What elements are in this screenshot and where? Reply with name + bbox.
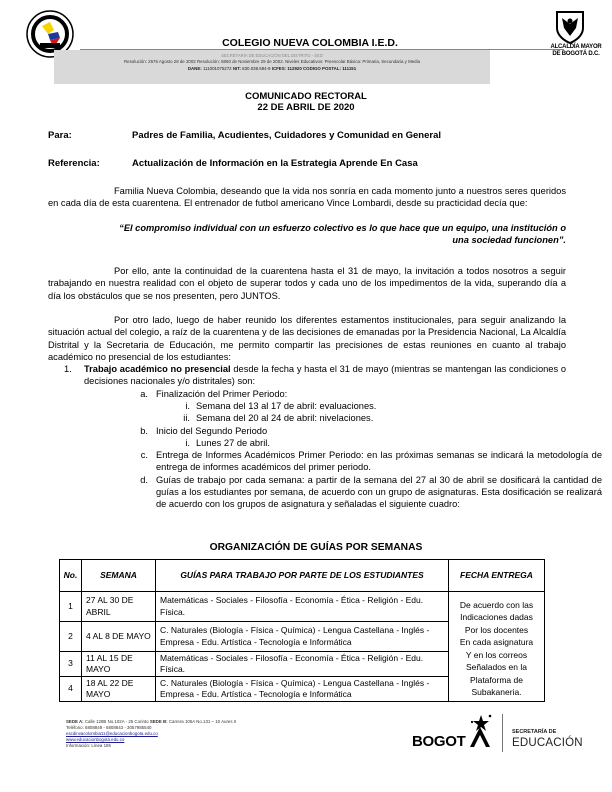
- list-marker: a.: [140, 388, 148, 399]
- cell-guides: C. Naturales (Biología - Física - Química) - Lengua Castellana - Inglés - Empresa - Edu. Artística - Tecnología e Informática: [156, 622, 449, 652]
- footer-contact: [66, 719, 236, 749]
- list-marker: d.: [140, 474, 148, 485]
- header-guides: GUÍAS PARA TRABAJO POR PARTE DE LOS ESTUDIANTES: [156, 560, 449, 592]
- guides-table: [59, 559, 545, 702]
- sublist-item-a-i-text: Semana del 13 al 17 de abril: evaluaciones.: [196, 400, 377, 411]
- cell-no: 1: [60, 592, 82, 622]
- delivery-line: Plataforma de: [470, 674, 523, 685]
- paragraph-3: Por otro lado, luego de haber reunido los diferentes estamentos institucionales, para seguir analizando la situación actual del colegio, a raíz de la cuarentena y de las decisiones de emanadas por la Presidencia Nacional, La Alcaldía Distrital y la Secretaria de Educación, me permito compartir las precisiones de estas reuniones en cuanto al trabajo académico no presencial de los estudiantes:: [48, 315, 566, 362]
- header-delivery: FECHA ENTREGA: [449, 560, 545, 592]
- alcaldia-line-2: DE BOGOTÁ D.C.: [552, 51, 600, 57]
- sublist-item-b-text: Inicio del Segundo Periodo: [156, 425, 268, 436]
- postal-label: CODIGO POSTAL:: [303, 66, 341, 71]
- list-marker: i.: [185, 437, 190, 448]
- document-title: [0, 91, 612, 113]
- sublist-item-b-i-text: Lunes 27 de abril.: [196, 437, 270, 448]
- sede-b-label: SEDE B:: [149, 719, 168, 724]
- delivery-line: Y en los correos: [465, 649, 528, 660]
- bogota-coat-of-arms-icon: [553, 10, 587, 44]
- sublist-item-a-text: Finalización del Primer Periodo:: [156, 388, 288, 399]
- list-item-1-bold: Trabajo académico no presencial: [84, 364, 231, 374]
- alcaldia-label: [540, 44, 612, 58]
- table-header-row: [60, 560, 545, 592]
- header-no: No.: [60, 560, 82, 592]
- dane-line: [54, 66, 490, 71]
- cell-no: 3: [60, 652, 82, 677]
- cell-week: 4 AL 8 DE MAYO: [82, 622, 156, 652]
- alcaldia-line-1: ALCALDÍA MAYOR: [550, 44, 602, 50]
- delivery-line: Señalados en la: [466, 662, 527, 672]
- secretaria-label: SECRETARÍA DE: [512, 729, 557, 735]
- educacion-label: EDUCACIÓN: [512, 737, 583, 749]
- nit-value: 830.038.594-9: [242, 66, 271, 71]
- reference-value: Actualización de Información en la Estrategia Aprende En Casa: [132, 158, 418, 169]
- cell-week: 11 AL 15 DE MAYO: [82, 652, 156, 677]
- nit-label: NIT:: [232, 66, 241, 71]
- sublist-item-d-text: Guías de trabajo por cada semana: a partir de la semana del 27 al 30 de abril se dosificará la cantidad de guías a los estudiantes por semana, de acuerdo con un grupo de asignaturas. Esta dosificación se realizará de acuerdo con los grupos de asignatura y señaladas el siguiente cuadro:: [156, 474, 602, 510]
- resolution-line: Resolución: 2576 Agosto 28 de 2002 Resolución: 5860 de Noviembre 29 de 2002. Niveles Educativos: Preescolar Básica: Primaria, Secundaria y Media: [123, 59, 421, 64]
- cell-week: 27 AL 30 DE ABRIL: [82, 592, 156, 622]
- cell-guides: Matemáticas - Sociales - Filosofía - Economía - Ética - Religión - Edu. Física.: [156, 652, 449, 677]
- list-marker: 1.: [64, 364, 72, 374]
- list-marker: c.: [140, 450, 148, 461]
- reference-label: Referencia:: [48, 158, 100, 169]
- list-item-1-text: [84, 363, 566, 388]
- footer-divider: [502, 714, 503, 752]
- sed-line: SECRETARÍA DE EDUCACIÓN DEL DISTRITO - SED: [221, 53, 323, 58]
- bogota-star-icon: [468, 713, 494, 747]
- sublist-item-a-ii-text: Semana del 20 al 24 de abril: nivelaciones.: [196, 413, 374, 424]
- dane-label: DANE:: [187, 66, 202, 71]
- delivery-line: Indicaciones dadas: [460, 612, 533, 622]
- sublist-item-c-text: Entrega de Informes Académicos Primer Periodo: en las próximas semanas se indicará la metodología de entrega de informes académicos del primer periodo.: [156, 450, 602, 473]
- table-title: ORGANIZACIÓN DE GUÍAS POR SEMANAS: [209, 542, 423, 553]
- cell-guides: C. Naturales (Biología - Física - Química) - Lengua Castellana - Inglés - Empresa - Edu. Artística - Tecnología e Informática: [156, 677, 449, 702]
- sede-b-value: Carrera 105A No.131 – 10 Aures II: [167, 719, 237, 724]
- title-date: 22 DE ABRIL DE 2020: [257, 102, 355, 113]
- footer-website-link[interactable]: www.educacionbogota.edu.co: [66, 737, 125, 742]
- dane-value: 111001075272: [202, 66, 232, 71]
- header-week: SEMANA: [82, 560, 156, 592]
- list-item-1-rest: desde la fecha y hasta el 31 de mayo (mientras se mantengan las condiciones o decisiones nacionales y/o distritales) son:: [84, 364, 566, 387]
- list-marker: i.: [185, 400, 190, 411]
- paragraph-2: Por ello, ante la continuidad de la cuarentena hasta el 31 de mayo, la invitación a todos nosotros a seguir trabajando en nuestra realidad con el objeto de superar todos y cada uno de los impedimentos de la vida, superando día a día los obstáculos que se nos presenten, pero JUNTOS.: [48, 266, 566, 301]
- list-marker: ii.: [183, 413, 190, 424]
- icfes-label: ICFES:: [271, 66, 287, 71]
- cell-guides: Matemáticas - Sociales - Filosofía - Economía - Ética - Religión - Edu. Física.: [156, 592, 449, 622]
- postal-value: 111151: [342, 66, 357, 71]
- delivery-line: En cada asignatura: [459, 637, 534, 647]
- school-name: COLEGIO NUEVA COLOMBIA I.E.D.: [222, 37, 398, 49]
- recipient-label: Para:: [48, 130, 72, 141]
- footer-phone: Teléfono: 6808849 - 6808843 - 3057985540: [66, 725, 152, 730]
- recipient-value: Padres de Familia, Acudientes, Cuidadores y Comunidad en General: [132, 130, 442, 141]
- title-text: COMUNICADO RECTORAL: [245, 91, 367, 102]
- paragraph-1: Familia Nueva Colombia, deseando que la vida nos sonría en cada momento junto a nuestros seres queridos en cada día de esta cuarentena. El entrenador de futbol americano Vince Lombardi, desde su practicidad decía que:: [48, 186, 566, 209]
- delivery-line: Por los docentes: [464, 624, 529, 635]
- delivery-line: Subakaneria.: [471, 687, 522, 697]
- delivery-line: De acuerdo con las: [459, 599, 534, 610]
- bogota-wordmark: BOGOT: [412, 733, 466, 750]
- sede-a-value: Calle 128B No.102A - 25 Corinto: [83, 719, 150, 724]
- cell-no: 2: [60, 622, 82, 652]
- footer-info-line: Información: Línea 195: [66, 743, 111, 748]
- sede-a-label: SEDE A:: [66, 719, 84, 724]
- list-marker: b.: [140, 425, 148, 436]
- icfes-value: 112920: [287, 66, 302, 71]
- table-row: [60, 592, 545, 622]
- cell-delivery: [449, 592, 545, 702]
- cell-no: 4: [60, 677, 82, 702]
- quote: “El compromiso individual con un esfuerzo colectivo es lo que hace que un equipo, una institución o una sociedad funcionen”.: [119, 223, 566, 246]
- cell-week: 18 AL 22 DE MAYO: [82, 677, 156, 702]
- footer-email-link[interactable]: escdinvacolombia11@educacionbogota.edu.co: [66, 731, 158, 736]
